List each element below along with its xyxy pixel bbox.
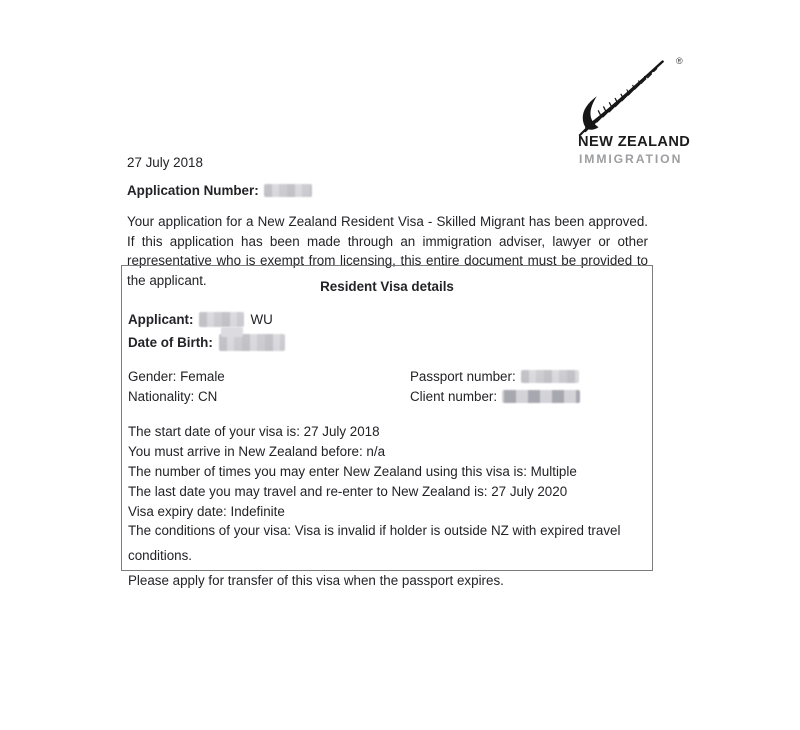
application-number-line [127, 183, 312, 198]
conditions-line-1: The conditions of your visa: Visa is invalid if holder is outside NZ with expired travel conditions. [128, 523, 621, 563]
passport-number-label: Passport number: [410, 369, 516, 384]
redacted-client-number [502, 390, 580, 403]
gender-line: Gender: Female [128, 369, 225, 384]
applicant-label: Applicant: [128, 312, 194, 327]
client-number-label: Client number: [410, 389, 498, 404]
visa-expiry-line: Visa expiry date: Indefinite [128, 504, 285, 519]
redacted-date-of-birth [219, 334, 285, 351]
entry-times-line: The number of times you may enter New Zealand using this visa is: Multiple [128, 464, 577, 479]
arrive-before-line: You must arrive in New Zealand before: n/a [128, 444, 386, 459]
applicant-surname: WU [250, 312, 273, 327]
visa-conditions [128, 518, 646, 593]
logo-brand-name: NEW ZEALAND [578, 134, 691, 150]
client-number-line [410, 389, 580, 404]
logo-brand-subtitle: IMMIGRATION [579, 152, 683, 166]
passport-number-line [410, 369, 579, 384]
box-title: Resident Visa details [320, 279, 454, 294]
dob-label: Date of Birth: [128, 335, 213, 350]
applicant-line [128, 312, 273, 327]
redacted-applicant-given-name [199, 312, 244, 327]
redacted-application-number [264, 184, 312, 197]
last-travel-date-line: The last date you may travel and re-enter to New Zealand is: 27 July 2020 [128, 484, 568, 499]
nationality-line: Nationality: CN [128, 389, 218, 404]
visa-start-date-line: The start date of your visa is: 27 July 2018 [128, 424, 380, 439]
approval-paragraph: Your application for a New Zealand Resident Visa - Skilled Migrant has been approved. If this application has been made through an immigration adviser, lawyer or other representative who is exempt from licensing, this entire document must be provided to the applicant. [127, 214, 648, 288]
silver-fern-icon [576, 57, 673, 137]
conditions-line-2: Please apply for transfer of this visa when the passport expires. [128, 573, 504, 588]
registered-trademark: ® [676, 56, 683, 66]
letter-date: 27 July 2018 [127, 155, 203, 170]
date-of-birth-line [128, 334, 285, 351]
visa-detail-lines [128, 422, 577, 522]
redacted-passport-number [521, 370, 579, 383]
resident-visa-details-box [121, 265, 653, 588]
application-number-label: Application Number: [127, 183, 259, 198]
